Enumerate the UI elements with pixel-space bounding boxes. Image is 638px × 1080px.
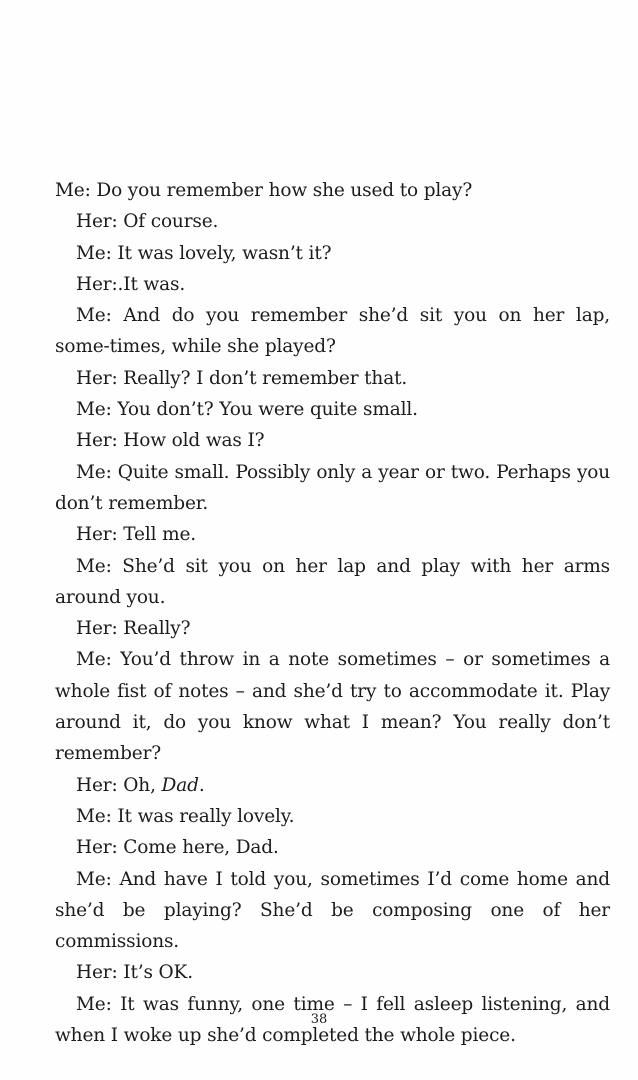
dialogue-line: Me: And do you remember she’d sit you on her lap, some-times, while she played? <box>55 305 610 358</box>
dialogue-line: Her: Tell me. <box>76 524 197 546</box>
dialogue-emphasis: Dad <box>161 774 199 796</box>
page-number: 38 <box>310 1012 328 1027</box>
dialogue-line: Her: Come here, Dad. <box>76 837 279 859</box>
dialogue-line: Her: It’s OK. <box>76 962 193 984</box>
dialogue-line: Her: Really? <box>76 618 191 640</box>
dialogue-line: Her: How old was I? <box>76 430 265 452</box>
dialogue-line: Her: Of course. <box>76 211 219 233</box>
dialogue-line: Me: You don’t? You were quite small. <box>76 399 418 421</box>
dialogue-line: Me: Do you remember how she used to play? <box>55 180 473 201</box>
dialogue-line: Me: It was funny, one time – I fell asleep listening, and when I woke up she’d completed the whole piece. <box>55 993 610 1047</box>
page-body-text <box>55 175 610 1051</box>
dialogue-line: Me: It was really lovely. <box>76 805 295 827</box>
dialogue-line: Me: She’d sit you on her lap and play with her arms around you. <box>55 555 610 608</box>
dialogue-prefix: Her: Oh, <box>76 774 162 796</box>
dialogue-line: Me: And have I told you, sometimes I’d come home and she’d be playing? She’d be composing one of her commissions. <box>55 868 610 953</box>
dialogue-line: Me: It was lovely, wasn’t it? <box>76 242 332 264</box>
dialogue-suffix: . <box>198 774 205 796</box>
dialogue-line: Her: Really? I don’t remember that. <box>76 367 408 389</box>
dialogue-line: Her:.It was. <box>76 273 186 295</box>
dialogue-line-oh-dad <box>55 770 610 801</box>
dialogue-line: Me: You’d throw in a note sometimes – or sometimes a whole fist of notes – and she’d try to accommodate it. Play around it, do you know what I mean? You really don’t remember? <box>55 649 610 765</box>
dialogue-line: Me: Quite small. Possibly only a year or two. Perhaps you don’t remember. <box>55 461 610 514</box>
